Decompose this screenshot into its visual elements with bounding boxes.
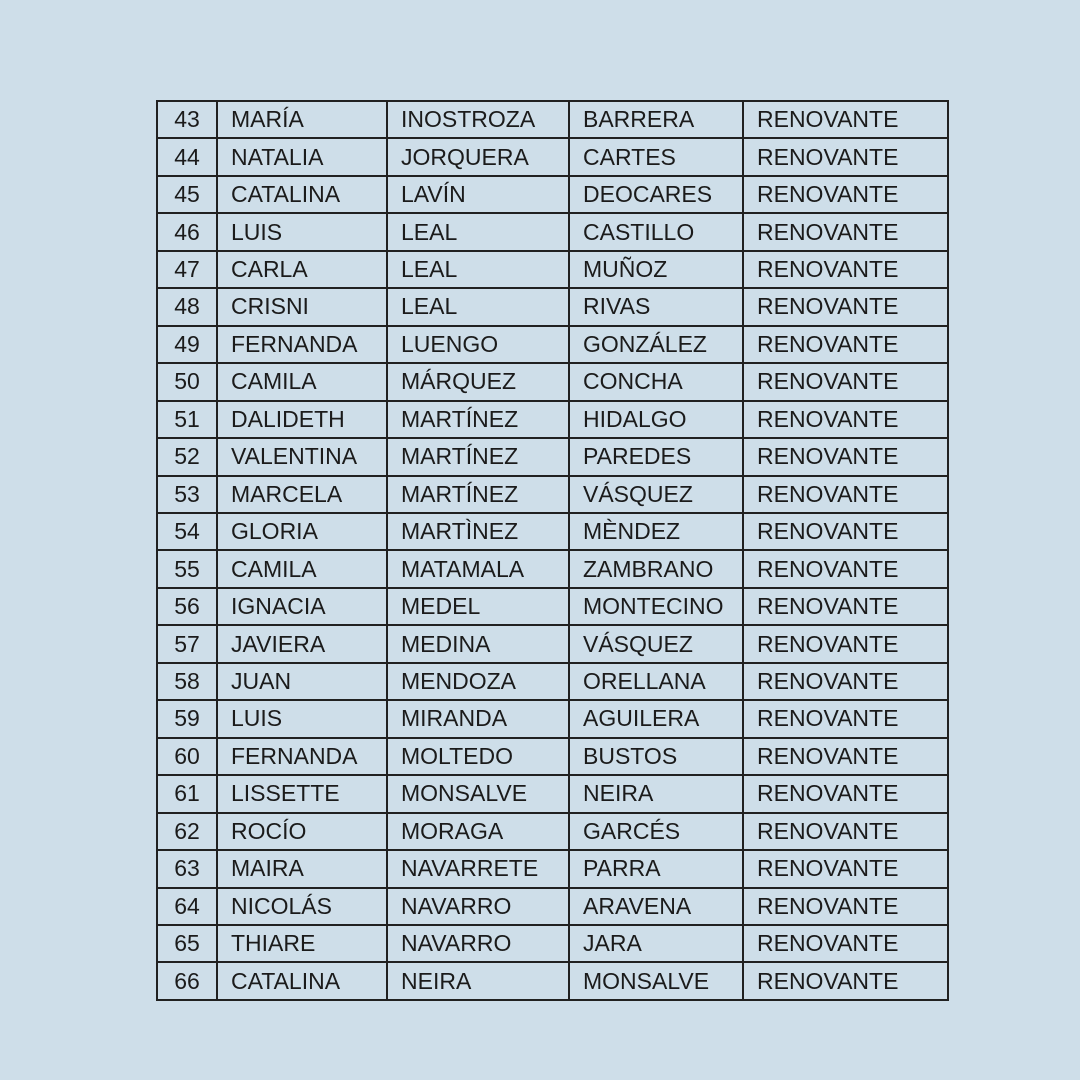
row-number-cell: 66 [157,962,217,1000]
first-name-cell: FERNANDA [217,326,387,363]
first-name-cell: IGNACIA [217,588,387,625]
status-cell: RENOVANTE [743,288,948,325]
first-name-cell: ROCÍO [217,813,387,850]
status-cell: RENOVANTE [743,663,948,700]
table-row [157,700,948,737]
status-cell: RENOVANTE [743,176,948,213]
status-cell: RENOVANTE [743,213,948,250]
table-row [157,850,948,887]
first-name-cell: GLORIA [217,513,387,550]
status-cell: RENOVANTE [743,850,948,887]
row-number-cell: 47 [157,251,217,288]
maternal-surname-cell: JARA [569,925,743,962]
paternal-surname-cell: MORAGA [387,813,569,850]
row-number-cell: 44 [157,138,217,175]
maternal-surname-cell: DEOCARES [569,176,743,213]
table-row [157,625,948,662]
table-row [157,588,948,625]
table-row [157,288,948,325]
first-name-cell: MAIRA [217,850,387,887]
first-name-cell: THIARE [217,925,387,962]
paternal-surname-cell: MEDEL [387,588,569,625]
maternal-surname-cell: RIVAS [569,288,743,325]
paternal-surname-cell: MENDOZA [387,663,569,700]
maternal-surname-cell: MONTECINO [569,588,743,625]
paternal-surname-cell: MARTÌNEZ [387,513,569,550]
first-name-cell: LUIS [217,700,387,737]
status-cell: RENOVANTE [743,513,948,550]
row-number-cell: 49 [157,326,217,363]
first-name-cell: CAMILA [217,550,387,587]
maternal-surname-cell: PARRA [569,850,743,887]
table-row [157,326,948,363]
table-row [157,775,948,812]
maternal-surname-cell: ZAMBRANO [569,550,743,587]
status-cell: RENOVANTE [743,700,948,737]
row-number-cell: 48 [157,288,217,325]
status-cell: RENOVANTE [743,775,948,812]
maternal-surname-cell: GONZÁLEZ [569,326,743,363]
row-number-cell: 65 [157,925,217,962]
status-cell: RENOVANTE [743,550,948,587]
status-cell: RENOVANTE [743,476,948,513]
table-row [157,438,948,475]
row-number-cell: 56 [157,588,217,625]
table-row [157,476,948,513]
status-cell: RENOVANTE [743,888,948,925]
paternal-surname-cell: LEAL [387,288,569,325]
maternal-surname-cell: ORELLANA [569,663,743,700]
roster-table-body [157,101,948,1000]
row-number-cell: 50 [157,363,217,400]
maternal-surname-cell: MUÑOZ [569,251,743,288]
paternal-surname-cell: LUENGO [387,326,569,363]
first-name-cell: DALIDETH [217,401,387,438]
first-name-cell: CARLA [217,251,387,288]
table-row [157,101,948,138]
row-number-cell: 45 [157,176,217,213]
first-name-cell: MARCELA [217,476,387,513]
first-name-cell: LUIS [217,213,387,250]
maternal-surname-cell: CARTES [569,138,743,175]
row-number-cell: 53 [157,476,217,513]
maternal-surname-cell: ARAVENA [569,888,743,925]
paternal-surname-cell: MARTÍNEZ [387,401,569,438]
row-number-cell: 51 [157,401,217,438]
first-name-cell: CATALINA [217,962,387,1000]
first-name-cell: MARÍA [217,101,387,138]
maternal-surname-cell: AGUILERA [569,700,743,737]
first-name-cell: JUAN [217,663,387,700]
status-cell: RENOVANTE [743,925,948,962]
maternal-surname-cell: BARRERA [569,101,743,138]
first-name-cell: CAMILA [217,363,387,400]
table-row [157,213,948,250]
status-cell: RENOVANTE [743,363,948,400]
table-row [157,925,948,962]
table-row [157,513,948,550]
maternal-surname-cell: HIDALGO [569,401,743,438]
status-cell: RENOVANTE [743,962,948,1000]
first-name-cell: NATALIA [217,138,387,175]
table-row [157,663,948,700]
status-cell: RENOVANTE [743,625,948,662]
maternal-surname-cell: CASTILLO [569,213,743,250]
paternal-surname-cell: MEDINA [387,625,569,662]
paternal-surname-cell: NAVARRETE [387,850,569,887]
row-number-cell: 61 [157,775,217,812]
first-name-cell: CATALINA [217,176,387,213]
maternal-surname-cell: CONCHA [569,363,743,400]
row-number-cell: 58 [157,663,217,700]
row-number-cell: 54 [157,513,217,550]
table-row [157,813,948,850]
table-row [157,962,948,1000]
paternal-surname-cell: NAVARRO [387,925,569,962]
status-cell: RENOVANTE [743,138,948,175]
table-row [157,363,948,400]
table-row [157,251,948,288]
paternal-surname-cell: LEAL [387,213,569,250]
paternal-surname-cell: MOLTEDO [387,738,569,775]
row-number-cell: 43 [157,101,217,138]
row-number-cell: 52 [157,438,217,475]
paternal-surname-cell: MIRANDA [387,700,569,737]
row-number-cell: 62 [157,813,217,850]
row-number-cell: 59 [157,700,217,737]
row-number-cell: 57 [157,625,217,662]
paternal-surname-cell: MÁRQUEZ [387,363,569,400]
row-number-cell: 63 [157,850,217,887]
maternal-surname-cell: BUSTOS [569,738,743,775]
paternal-surname-cell: LAVÍN [387,176,569,213]
paternal-surname-cell: INOSTROZA [387,101,569,138]
paternal-surname-cell: NAVARRO [387,888,569,925]
paternal-surname-cell: LEAL [387,251,569,288]
maternal-surname-cell: GARCÉS [569,813,743,850]
paternal-surname-cell: MARTÍNEZ [387,438,569,475]
paternal-surname-cell: MARTÍNEZ [387,476,569,513]
paternal-surname-cell: MATAMALA [387,550,569,587]
first-name-cell: LISSETTE [217,775,387,812]
table-row [157,738,948,775]
maternal-surname-cell: VÁSQUEZ [569,625,743,662]
status-cell: RENOVANTE [743,101,948,138]
status-cell: RENOVANTE [743,588,948,625]
status-cell: RENOVANTE [743,326,948,363]
maternal-surname-cell: MONSALVE [569,962,743,1000]
table-row [157,176,948,213]
maternal-surname-cell: PAREDES [569,438,743,475]
status-cell: RENOVANTE [743,401,948,438]
paternal-surname-cell: MONSALVE [387,775,569,812]
row-number-cell: 46 [157,213,217,250]
first-name-cell: FERNANDA [217,738,387,775]
first-name-cell: JAVIERA [217,625,387,662]
maternal-surname-cell: MÈNDEZ [569,513,743,550]
status-cell: RENOVANTE [743,438,948,475]
first-name-cell: NICOLÁS [217,888,387,925]
table-row [157,888,948,925]
maternal-surname-cell: VÁSQUEZ [569,476,743,513]
row-number-cell: 64 [157,888,217,925]
roster-table [156,100,949,1001]
status-cell: RENOVANTE [743,251,948,288]
first-name-cell: CRISNI [217,288,387,325]
status-cell: RENOVANTE [743,738,948,775]
row-number-cell: 60 [157,738,217,775]
status-cell: RENOVANTE [743,813,948,850]
table-row [157,138,948,175]
row-number-cell: 55 [157,550,217,587]
table-row [157,401,948,438]
first-name-cell: VALENTINA [217,438,387,475]
maternal-surname-cell: NEIRA [569,775,743,812]
table-row [157,550,948,587]
paternal-surname-cell: NEIRA [387,962,569,1000]
paternal-surname-cell: JORQUERA [387,138,569,175]
